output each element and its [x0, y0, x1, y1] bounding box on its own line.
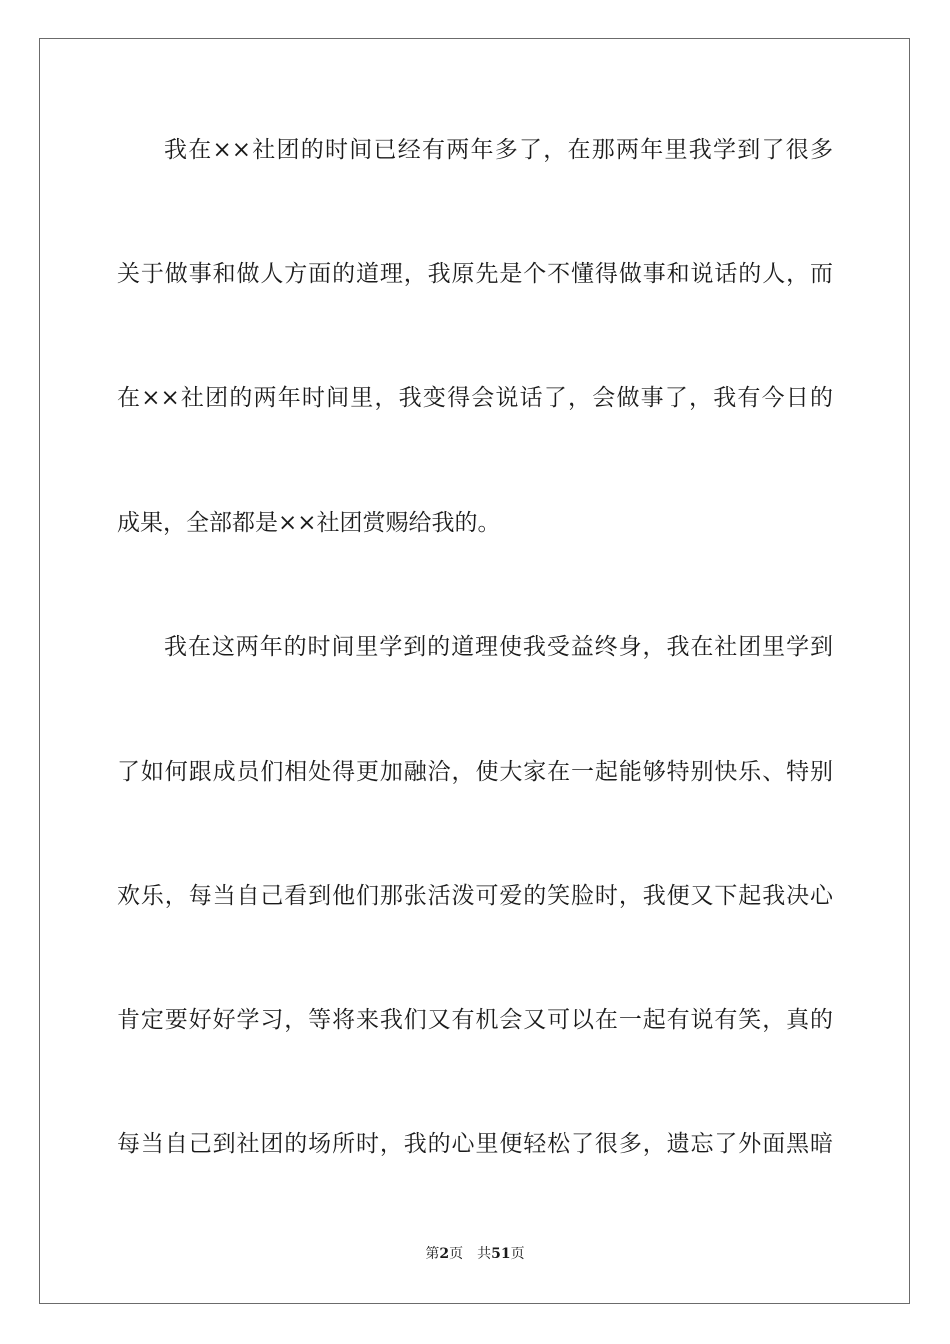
page-prefix: 第	[425, 1246, 440, 1262]
paragraph-1-line-2: 关于做事和做人方面的道理，我原先是个不懂得做事和说话的人，而	[117, 261, 833, 287]
page-frame	[39, 38, 910, 1304]
paragraph-2-line-2: 了如何跟成员们相处得更加融洽，使大家在一起能够特别快乐、特别	[117, 759, 833, 785]
paragraph-2-line-4: 肯定要好好学习，等将来我们又有机会又可以在一起有说有笑，真的	[117, 1007, 833, 1033]
paragraph-1-line-3: 在××社团的两年时间里，我变得会说话了，会做事了，我有今日的	[117, 385, 833, 411]
page-suffix: 页	[449, 1246, 464, 1262]
paragraph-1-line-4: 成果，全部都是××社团赏赐给我的。	[117, 510, 501, 536]
total-suffix: 页	[510, 1246, 525, 1262]
paragraph-2-line-3: 欢乐，每当自己看到他们那张活泼可爱的笑脸时，我便又下起我决心	[117, 883, 833, 909]
paragraph-1-line-1: 我在××社团的时间已经有两年多了，在那两年里我学到了很多	[164, 137, 833, 163]
page-footer	[0, 1244, 950, 1264]
page-number: 2	[439, 1246, 450, 1262]
total-prefix: 共	[477, 1246, 492, 1262]
paragraph-2-line-5: 每当自己到社团的场所时，我的心里便轻松了很多，遗忘了外面黑暗	[117, 1131, 833, 1157]
paragraph-2-line-1: 我在这两年的时间里学到的道理使我受益终身，我在社团里学到	[164, 634, 833, 660]
total-pages: 51	[491, 1246, 511, 1262]
